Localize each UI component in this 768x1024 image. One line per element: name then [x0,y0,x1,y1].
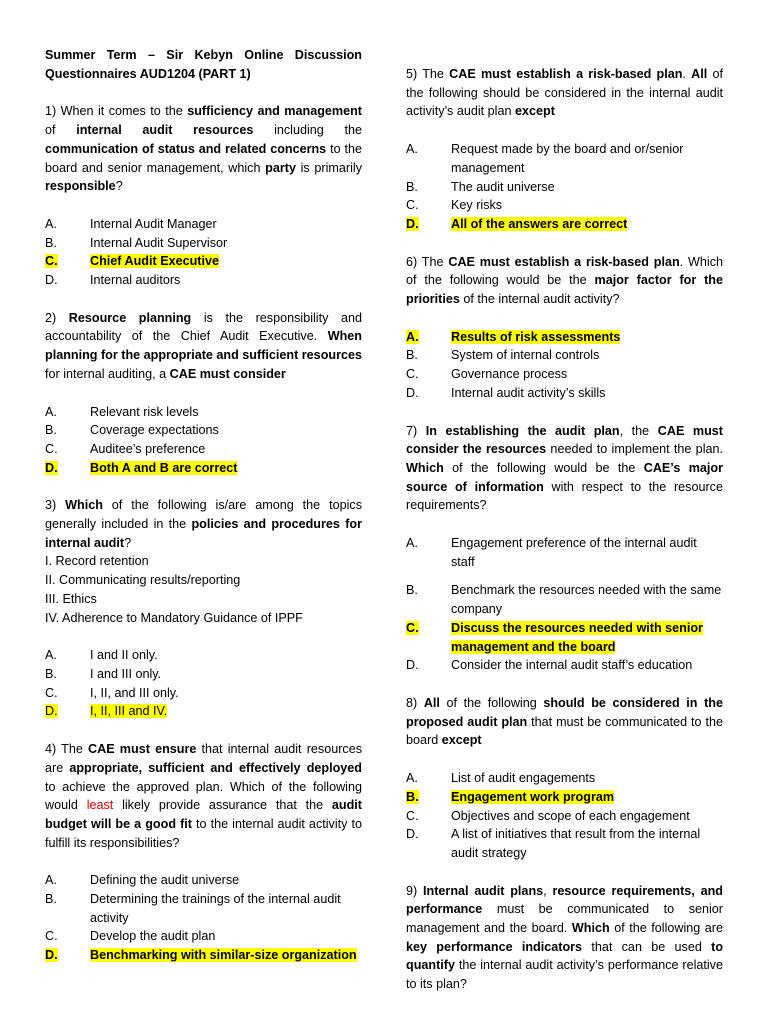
option-c: C. I, II, and III only. [45,685,179,700]
option-d-correct: D. I, II, III and IV. [45,704,168,719]
option-a: A. Defining the audit universe [45,873,240,888]
question-1-options [45,215,362,290]
option-c: C. Auditee’s preference [45,441,206,456]
question-6-options [406,328,723,403]
document-title-line2: Questionnaires AUD1204 (PART 1) [45,66,251,81]
option-a: A. Request made by the board and or/senior management [406,142,684,175]
question-7-options [406,534,723,675]
option-b: B. Internal Audit Supervisor [45,235,228,250]
option-d-correct: D. All of the answers are correct [406,216,628,231]
option-b: B. The audit universe [406,179,555,194]
document-title-line1: Summer Term – Sir Kebyn Online Discussion [45,48,362,62]
question-2-options [45,403,362,478]
option-a-correct: A. Results of risk assessments [406,329,621,344]
question-3: 3) Which of the following is/are among the topics generally included in the policies and procedures for internal audit? [45,498,362,550]
item-i: I. Record retention [45,554,149,569]
option-d: D. A list of initiatives that result from the internal audit strategy [406,827,701,860]
option-a: A. List of audit engagements [406,771,596,786]
option-b: B. Benchmark the resources needed with the same company [406,583,722,617]
option-d-correct: D. Both A and B are correct [45,460,238,475]
option-d: D. Internal auditors [45,273,181,288]
option-c-correct: C. Chief Audit Executive [45,254,219,269]
option-b: B. I and III only. [45,666,162,681]
option-a: A. Internal Audit Manager [45,216,217,231]
question-6: 6) The CAE must establish a risk-based plan. Which of the following would be the major factor for the priorities of the internal audit activity? [406,254,723,307]
question-8-options [406,769,723,863]
option-a: A. I and II only. [45,648,158,663]
question-3-items [45,552,362,627]
option-b: B. System of internal controls [406,348,600,363]
question-5: 5) The CAE must establish a risk-based plan. All of the following should be considered in the internal audit activity’s audit plan except [406,67,723,119]
right-column [406,65,723,994]
left-column [45,46,362,965]
option-c: C. Governance process [406,367,568,382]
option-b-correct: B. Engagement work program [406,789,615,804]
option-a: A. Relevant risk levels [45,404,199,419]
option-c-correct: C. Discuss the resources needed with senior management and the board [406,620,703,654]
option-d: D. Internal audit activity’s skills [406,385,606,400]
option-c: C. Develop the audit plan [45,929,216,944]
item-iv: IV. Adherence to Mandatory Guidance of IPPF [45,610,303,625]
question-8: 8) All of the following should be considered in the proposed audit plan that must be communicated to the board except [406,695,723,748]
emphasis-word: least [86,798,114,813]
question-7: 7) In establishing the audit plan, the CAE must consider the resources needed to implement the plan. Which of the following would be the CAE’s major source of information with respect to the resource requirements? [406,423,723,513]
option-c: C. Objectives and scope of each engagement [406,808,690,823]
option-d: D. Consider the internal audit staff’s education [406,658,693,673]
question-5-options [406,140,723,234]
item-iii: III. Ethics [45,591,97,606]
question-1: 1) When it comes to the sufficiency and management of internal audit resources including the communication of status and related concerns to the board and senior management, which party is primarily responsible? [45,104,362,194]
item-ii: II. Communicating results/reporting [45,573,241,588]
question-9: 9) Internal audit plans, resource requirements, and performance must be communicated to senior management and the board. Which of the following are key performance indicators that can be used to quantify the internal audit activity’s performance relative to its plan? [406,883,724,992]
option-b: B. Determining the trainings of the internal audit activity [45,892,341,925]
option-c: C. Key risks [406,198,503,213]
question-4-options [45,871,362,965]
option-d-correct: D. Benchmarking with similar-size organization [45,948,357,963]
question-2: 2) Resource planning is the responsibility and accountability of the Chief Audit Executive. When planning for the appropriate and sufficient resources for internal auditing, a CAE must consider [45,310,362,381]
option-b: B. Coverage expectations [45,423,219,438]
question-3-options [45,646,362,721]
option-a: A. Engagement preference of the internal audit staff [406,536,697,569]
question-4: 4) The CAE must ensure that internal audit resources are appropriate, sufficient and effectively deployed to achieve the approved plan. Which of the following would least likely provide assurance that the audit budget will be a good fit to the internal audit activity to fulfill its responsibilities? [45,742,362,850]
